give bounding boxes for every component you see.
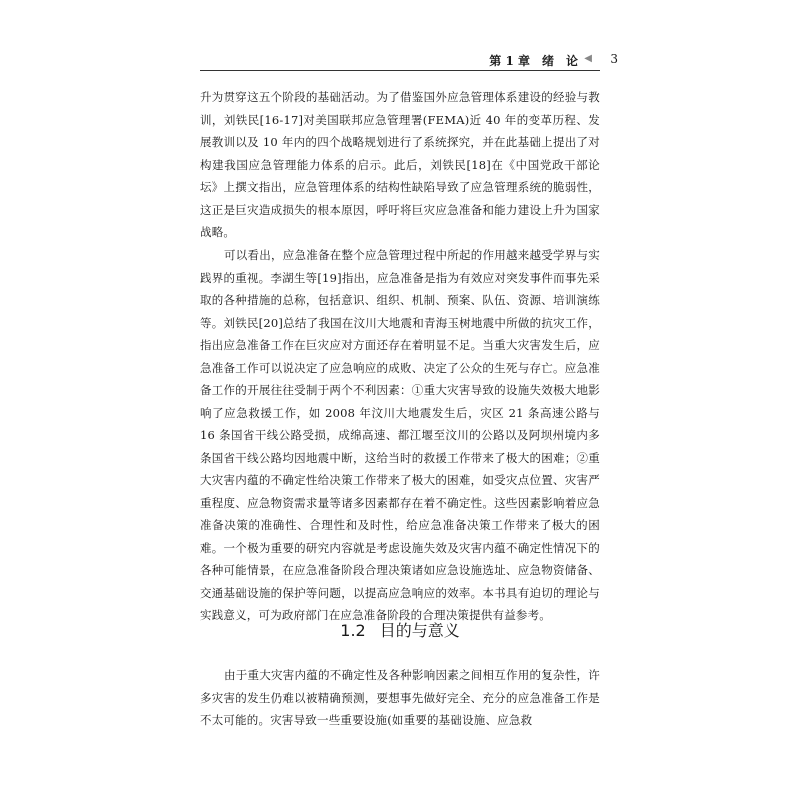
page-number: 3 [610, 52, 618, 66]
section-title: 目的与意义 [379, 621, 460, 640]
running-header [200, 52, 618, 68]
paragraph-2: 可以看出，应急准备在整个应急管理过程中所起的作用越来越受学界与实践界的重视。李湖生等[19]指出，应急准备是指为有效应对突发事件而事先采取的各种措施的总称，包括意识、组织、机制、预案、队伍、资源、培训演练等。刘铁民[20]总结了我国在汶川大地震和青海玉树地震中所做的抗灾工作，指出应急准备工作在巨灾应对方面还存在着明显不足。当重大灾害发生后，应急准备工作可以说决定了应急响应的成败、决定了公众的生死与存亡。应急准备工作的开展往往受制于两个不利因素：①重大灾害导致的设施失效极大地影响了应急救援工作，如 2008 年汶川大地震发生后，灾区 21 条高速公路与 16 条国省干线公路受损，成绵高速、都江堰至汶川的公路以及阿坝州境内多条国省干线公路均因地震中断，这给当时的救援工作带来了极大的困难；②重大灾害内蕴的不确定性给决策工作带来了极大的困难，如受灾点位置、灾害严重程度、应急物资需求量等诸多因素都存在着不确定性。这些因素影响着应急准备决策的准确性、合理性和及时性，给应急准备决策工作带来了极大的困难。一个极为重要的研究内容就是考虑设施失效及灾害内蕴不确定性情况下的各种可能情景，在应急准备阶段合理决策诸如应急设施选址、应急物资储备、交通基础设施的保护等问题，以提高应急响应的效率。本书具有迫切的理论与实践意义，可为政府部门在应急准备阶段的合理决策提供有益参考。 [200, 248, 600, 622]
paragraph-1: 升为贯穿这五个阶段的基础活动。为了借鉴国外应急管理体系建设的经验与教训，刘铁民[16-17]对美国联邦应急管理署(FEMA)近 40 年的变革历程、发展教训以及 10 年内的四个战略规划进行了系统探究，并在此基础上提出了对构建我国应急管理能力体系的启示。此后，刘铁民[18]在《中国党政干部论坛》上撰文指出，应急管理体系的结构性缺陷导致了应急管理系统的脆弱性，这正是巨灾造成损失的根本原因，呼吁将巨灾应急准备和能力建设上升为国家战略。 [200, 90, 600, 239]
section-number: 1.2 [340, 621, 366, 640]
paragraph-3: 由于重大灾害内蕴的不确定性及各种影响因素之间相互作用的复杂性，许多灾害的发生仍难以被精确预测，要想事先做好完全、充分的应急准备工作是不太可能的。灾害导致一些重要设施(如重要的基础设施、应急救 [200, 668, 600, 727]
left-triangle-icon: ◀ [584, 53, 592, 64]
section-heading [200, 618, 600, 641]
chapter-title: 第 1 章 绪 论 [489, 54, 578, 68]
header-rule [200, 70, 600, 71]
